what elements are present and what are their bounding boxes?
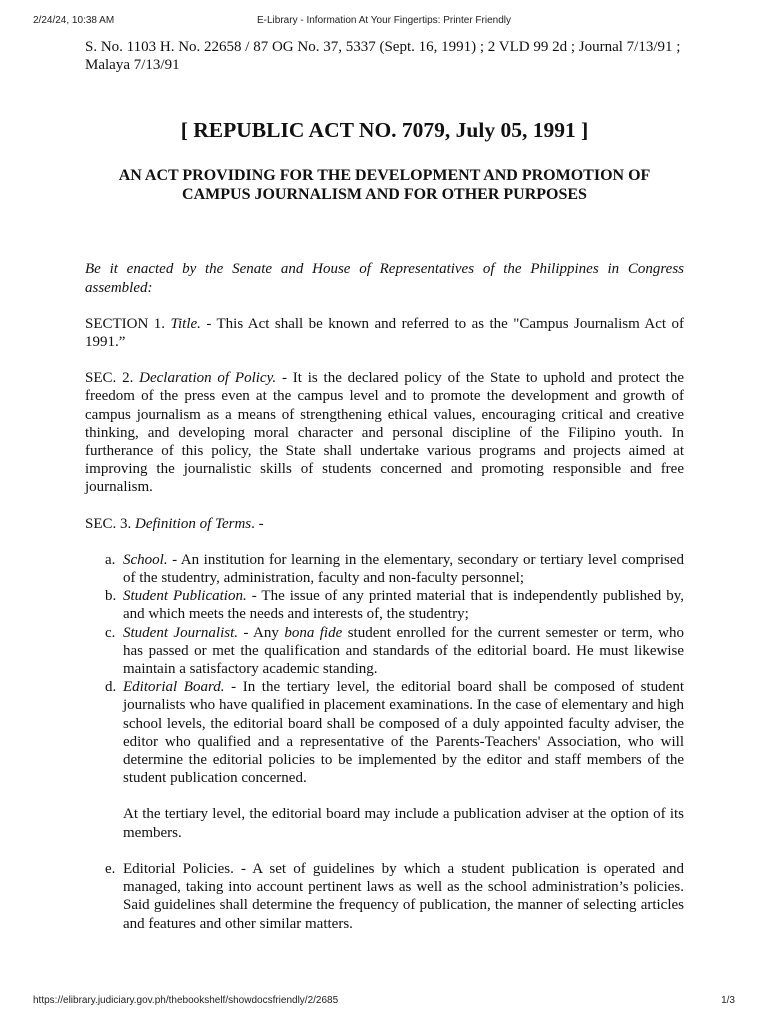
print-footer [0, 995, 768, 1009]
section-2-heading: Declaration of Policy. [139, 370, 277, 387]
section-3-heading: Definition of Terms [135, 515, 252, 532]
print-header [0, 15, 768, 29]
citation: S. No. 1103 H. No. 22658 / 87 OG No. 37, 5337 (Sept. 16, 1991) ; 2 VLD 99 2d ; Journal 7/13/91 ; Malaya 7/13/91 [85, 39, 681, 74]
section-1-text: - This Act shall be known and referred to as the "Campus Journalism Act of 1991.” [85, 315, 685, 351]
definition-b [85, 587, 684, 623]
definition-c-text-after: student enrolled for the current semester or term, who has passed or met the qualification and standards of the editorial board. He must likewise maintain a satisfactory academic standing. [123, 624, 685, 678]
document-body [85, 38, 684, 933]
section-2-text: - It is the declared policy of the State to uphold and protect the freedom of the press even at the campus level and to promote the development and growth of campus journalism as a means of strengthening ethical values, encouraging critical and creative thinking, and developing moral character and personal discipline of the Filipino youth. In furtherance of this policy, the State shall undertake various programs and projects aimed at improving the journalistic skills of students concerned and promoting responsible and free journalism. [85, 370, 685, 496]
definition-e [85, 860, 684, 933]
definition-d-note: At the tertiary level, the editorial board may include a publication adviser at the option of its members. [123, 806, 684, 841]
enacting-clause: Be it enacted by the Senate and House of Representatives of the Philippines in Congress assembled: [85, 261, 684, 296]
section-1 [85, 315, 684, 351]
definition-a-marker: a. [105, 551, 116, 568]
print-datetime: 2/24/24, 10:38 AM [33, 15, 115, 26]
definition-d-term: Editorial Board. [123, 679, 225, 696]
definition-c-marker: c. [105, 624, 116, 641]
definition-a [85, 551, 684, 587]
definitions-list [85, 551, 684, 788]
page-number: 1/3 [721, 995, 735, 1006]
section-2 [85, 369, 684, 496]
section-2-label: SEC. 2. [85, 370, 134, 387]
definition-c-italic-phrase: bona fide [284, 624, 343, 641]
definition-b-marker: b. [105, 588, 117, 605]
section-3-suffix: . - [251, 515, 264, 532]
definition-d [85, 678, 684, 787]
definition-a-term: School. [123, 551, 168, 568]
act-title: [ REPUBLIC ACT NO. 7079, July 05, 1991 ] [180, 118, 589, 143]
section-1-heading: Title. [170, 315, 201, 332]
definition-b-text: - The issue of any printed material that is independently published by, and which meets the needs and interests of, the studentry; [123, 588, 685, 623]
definition-c-term: Student Journalist. [123, 624, 239, 641]
definition-a-text: - An institution for learning in the elementary, secondary or tertiary level comprised of the studentry, administration, faculty and non-faculty personnel; [123, 551, 684, 587]
definition-e-marker: e. [105, 860, 116, 877]
definition-e-text: Editorial Policies. - A set of guidelines by which a student publication is operated and managed, taking into account pertinent laws as well as the school administration’s policies. Said guidelines shall determine the frequency of publication, the manner of selecting articles and features and other similar matters. [123, 860, 684, 932]
definition-d-text: - In the tertiary level, the editorial board shall be composed of student journalists who have qualified in placement examinations. In the case of elementary and high school levels, the editorial board shall be composed of a duly appointed faculty adviser, the editor who qualified and a representative of the Parents-Teachers' Association, who will determine the editorial policies to be implemented by the editor and staff members of the student publication concerned. [123, 679, 684, 787]
act-subtitle: AN ACT PROVIDING FOR THE DEVELOPMENT AND PROMOTION OF CAMPUS JOURNALISM AND FOR OTHER PURPOSES [118, 167, 651, 204]
definition-c-text-before: - Any [238, 624, 285, 641]
definition-c [85, 624, 684, 679]
section-3 [85, 515, 684, 533]
section-3-label: SEC. 3. [85, 515, 132, 532]
print-url: https://elibrary.judiciary.gov.ph/thebookshelf/showdocsfriendly/2/2685 [33, 995, 339, 1006]
definition-b-term: Student Publication. [123, 588, 247, 605]
definition-d-marker: d. [105, 679, 117, 696]
section-1-label: SECTION 1. [85, 315, 166, 332]
definitions-list-continued [85, 860, 684, 933]
print-page-title: E-Library - Information At Your Fingertips: Printer Friendly [257, 15, 511, 26]
